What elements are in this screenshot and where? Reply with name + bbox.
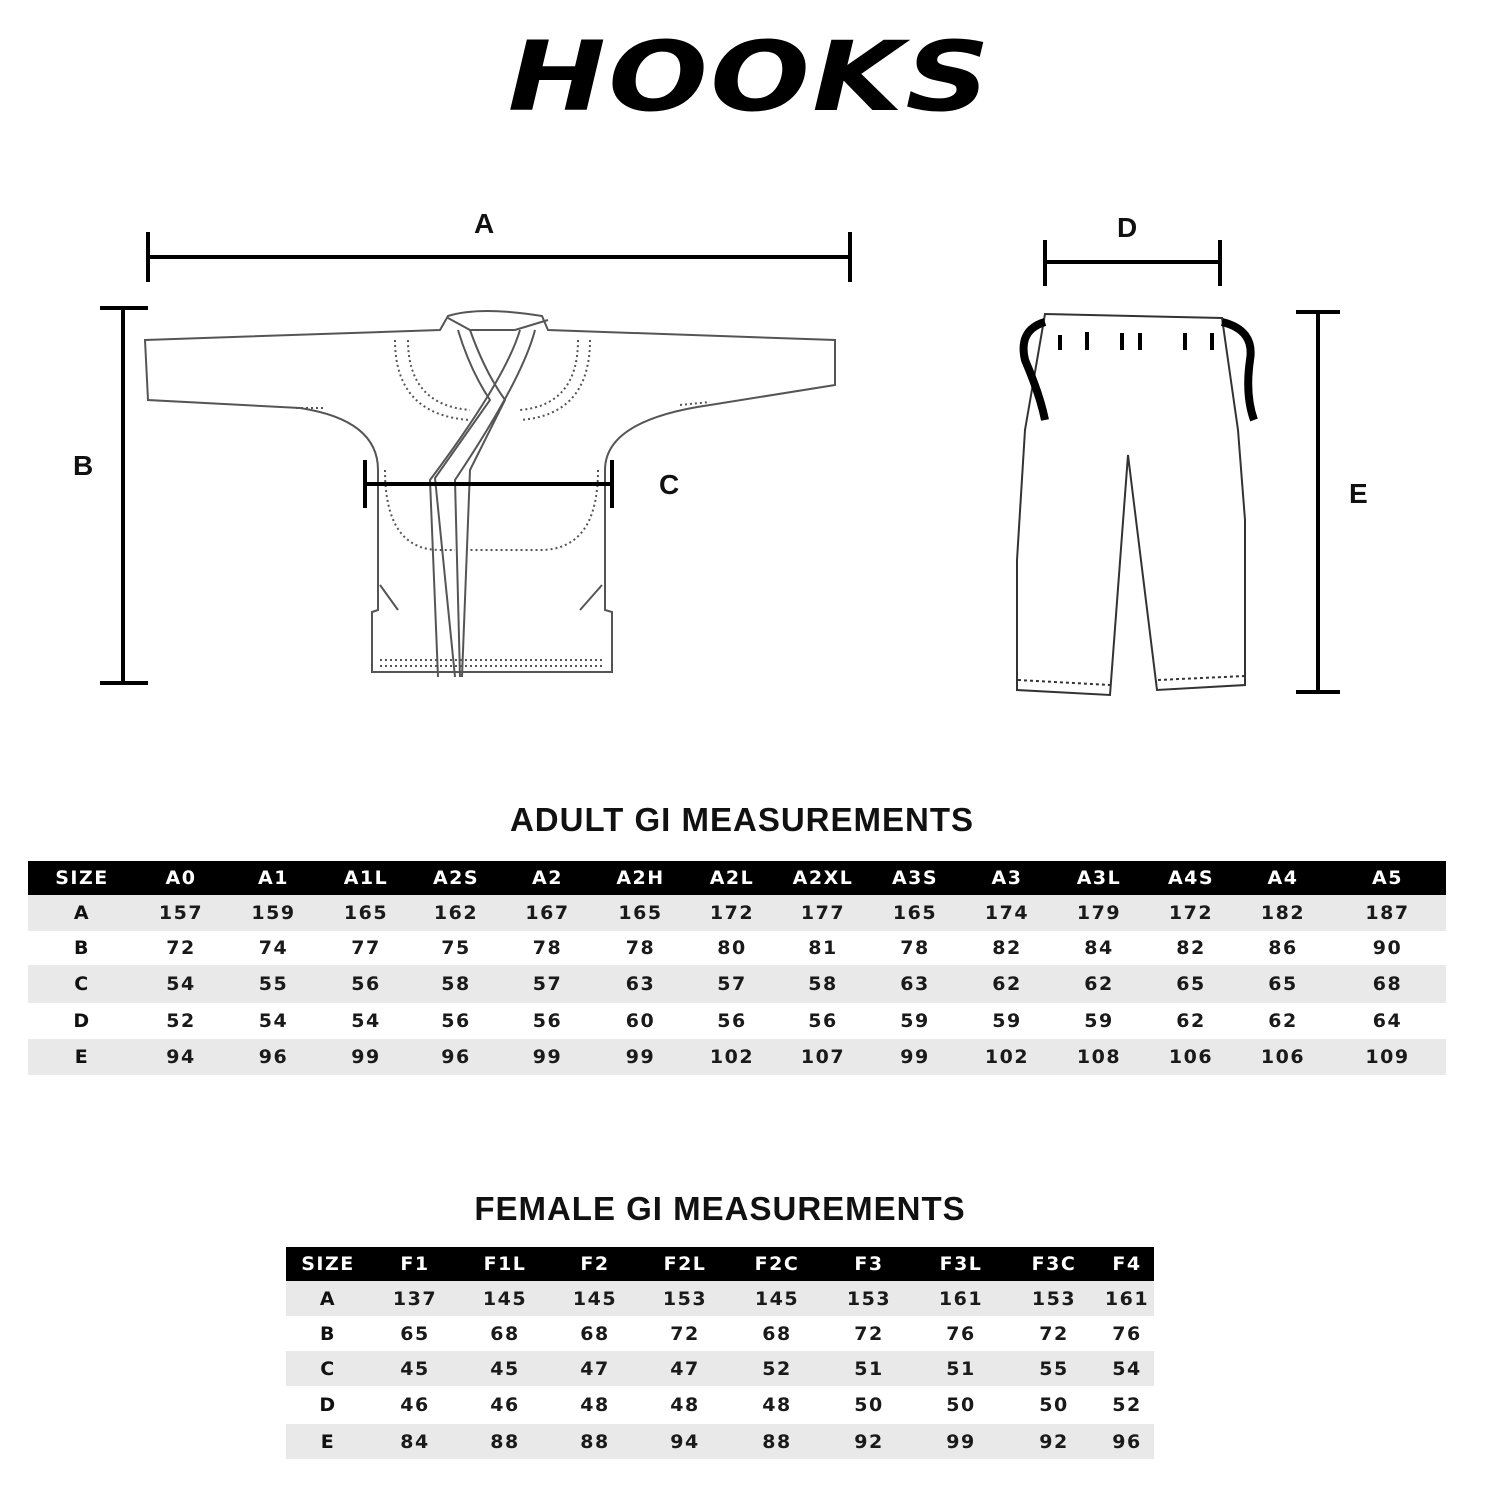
adult-table-cell: 102 [687,1039,777,1075]
adult-table-cell: 84 [1084,937,1114,959]
adult-table-cell: 179 [1053,895,1145,931]
adult-table-cell: 99 [501,1039,594,1075]
adult-table-cell: 54 [136,965,226,1003]
adult-table-cell: 63 [594,965,687,1003]
adult-header-size-a1: A1 [226,861,321,895]
adult-table-cell: 177 [777,895,869,931]
adult-table-header [28,861,1446,895]
dimension-label-e: E [1349,478,1368,509]
adult-table-cell: 162 [411,895,501,931]
adult-table-cell: 65 [1237,965,1329,1003]
adult-table-cell: 62 [1268,1010,1298,1032]
adult-table-cell: 56 [808,1010,838,1032]
adult-table-cell: 64 [1372,1010,1403,1032]
adult-table-row [28,1039,1446,1075]
adult-table-cell: 94 [136,1039,226,1075]
female-size-table [286,1247,1154,1459]
dimension-label-a: A [474,208,495,239]
adult-table-cell: 62 [1176,1010,1206,1032]
adult-table-cell: 109 [1329,1039,1446,1075]
adult-table-cell: 65 [1145,965,1237,1003]
female-table-cell: 72 [1039,1322,1069,1345]
female-header-size-f4: F4 [1100,1247,1154,1281]
adult-row-label: C [28,965,136,1003]
female-row-label: A [286,1281,370,1316]
adult-table-cell: 99 [321,1039,411,1075]
female-row-label: C [286,1351,370,1386]
female-table-cell: 68 [490,1322,520,1345]
adult-header-size-a4: A4 [1237,861,1329,895]
adult-table-cell: 68 [1329,965,1446,1003]
adult-table-cell: 62 [1053,965,1145,1003]
female-table-cell: 99 [914,1424,1008,1459]
size-diagram [0,190,1500,720]
female-table-cell: 65 [400,1322,430,1345]
adult-header-size-a3s: A3S [869,861,961,895]
female-table-cell: 161 [914,1281,1008,1316]
female-row-label: E [286,1424,370,1459]
adult-table-cell: 74 [258,937,289,959]
adult-table-cell: 75 [441,937,471,959]
female-table-cell: 84 [370,1424,460,1459]
adult-table-cell: 80 [717,937,747,959]
pants-illustration [1017,314,1254,695]
adult-table-cell: 182 [1237,895,1329,931]
adult-table-row [28,1003,1446,1039]
female-table-row [286,1424,1154,1459]
adult-header-size-a2: A2 [501,861,594,895]
adult-table-cell: 52 [166,1010,196,1032]
adult-row-label: A [28,895,136,931]
adult-header-size-a2l: A2L [687,861,777,895]
female-table-cell: 137 [370,1281,460,1316]
adult-table-cell: 81 [808,937,838,959]
adult-table-cell: 187 [1329,895,1446,931]
adult-table-cell: 172 [1145,895,1237,931]
dimension-label-d: D [1117,212,1138,243]
adult-table-cell: 96 [411,1039,501,1075]
female-table-cell: 153 [824,1281,914,1316]
adult-table-row [28,895,1446,931]
adult-header-size-a3: A3 [961,861,1053,895]
female-header-size-f2: F2 [550,1247,640,1281]
adult-header-size-a1l: A1L [321,861,411,895]
adult-table-row [28,931,1446,965]
female-table-row [286,1281,1154,1316]
female-table-row [286,1316,1154,1351]
female-table-cell: 76 [1112,1322,1142,1345]
female-table-cell: 88 [550,1424,640,1459]
adult-table-cell: 167 [501,895,594,931]
adult-table-cell: 78 [625,937,656,959]
female-header-size-f1l: F1L [460,1247,550,1281]
female-header-size-f3c: F3C [1008,1247,1100,1281]
adult-table-cell: 86 [1268,937,1298,959]
adult-table-cell: 102 [961,1039,1053,1075]
adult-table-cell: 172 [687,895,777,931]
adult-table-cell: 59 [992,1010,1022,1032]
female-table-cell: 48 [670,1394,700,1416]
female-table-cell: 72 [854,1322,884,1345]
jacket-illustration [145,311,835,677]
adult-row-label: B [74,937,90,959]
adult-table-cell: 174 [961,895,1053,931]
female-table-cell: 50 [946,1394,976,1416]
adult-header-size-a2h: A2H [594,861,687,895]
female-table-cell: 45 [370,1351,460,1386]
gi-illustration [0,190,1500,720]
adult-table-cell: 159 [226,895,321,931]
female-table-cell: 161 [1100,1281,1154,1316]
adult-table-cell: 59 [900,1010,930,1032]
female-table-cell: 51 [914,1351,1008,1386]
adult-table-cell: 56 [717,1010,747,1032]
adult-table-cell: 165 [594,895,687,931]
female-table-cell: 153 [640,1281,730,1316]
measurement-lines [100,232,1340,692]
adult-header-size-a2xl: A2XL [777,861,869,895]
adult-table-cell: 78 [900,937,930,959]
dimension-label-c: C [659,469,680,500]
female-header-size-f3l: F3L [914,1247,1008,1281]
female-table-cell: 46 [400,1394,430,1416]
female-table-cell: 68 [762,1322,792,1345]
adult-table-cell: 82 [992,937,1022,959]
female-table-cell: 45 [460,1351,550,1386]
female-table-cell: 52 [1112,1394,1142,1416]
female-table-cell: 68 [580,1322,610,1345]
female-table-cell: 92 [824,1424,914,1459]
female-table-header [286,1247,1154,1281]
female-table-cell: 48 [580,1394,610,1416]
adult-table-cell: 107 [777,1039,869,1075]
adult-table-title: ADULT GI MEASUREMENTS [509,801,975,838]
female-table-cell: 94 [640,1424,730,1459]
adult-table-cell: 90 [1372,937,1403,959]
adult-table-cell: 106 [1145,1039,1237,1075]
adult-header-size-a0: A0 [136,861,226,895]
adult-table-cell: 165 [321,895,411,931]
female-table-cell: 46 [490,1394,520,1416]
female-header-size-label: SIZE [286,1247,370,1281]
female-table-cell: 50 [1039,1394,1069,1416]
adult-table-cell: 59 [1084,1010,1114,1032]
female-table-cell: 51 [824,1351,914,1386]
female-table-cell: 92 [1008,1424,1100,1459]
female-header-size-f3: F3 [824,1247,914,1281]
dimension-label-b: B [73,450,94,481]
brand-logo: HOOKS [507,21,993,133]
adult-header-size-label: SIZE [28,861,136,895]
adult-header-size-a5: A5 [1329,861,1446,895]
female-table-cell: 145 [730,1281,824,1316]
female-table-cell: 48 [762,1394,792,1416]
female-table-cell: 96 [1100,1424,1154,1459]
adult-header-size-a2s: A2S [411,861,501,895]
female-table-cell: 50 [854,1394,884,1416]
adult-table-cell: 78 [532,937,563,959]
female-table-cell: 88 [460,1424,550,1459]
female-table-cell: 88 [730,1424,824,1459]
adult-table-cell: 60 [625,1010,656,1032]
female-table-cell: 145 [550,1281,640,1316]
female-table-cell: 52 [730,1351,824,1386]
adult-table-cell: 108 [1053,1039,1145,1075]
adult-table-cell: 56 [532,1010,563,1032]
adult-table-cell: 165 [869,895,961,931]
adult-table-cell: 58 [411,965,501,1003]
adult-table-cell: 72 [166,937,196,959]
adult-table-cell: 96 [226,1039,321,1075]
female-table-cell: 145 [460,1281,550,1316]
adult-table-cell: 77 [351,937,381,959]
female-table-cell: 47 [640,1351,730,1386]
adult-table-cell: 55 [226,965,321,1003]
female-table-row [286,1351,1154,1386]
adult-table-row [28,965,1446,1003]
adult-row-label: E [28,1039,136,1075]
female-header-size-f2l: F2L [640,1247,730,1281]
adult-header-size-a4s: A4S [1145,861,1237,895]
female-table-cell: 47 [550,1351,640,1386]
female-table-cell: 153 [1008,1281,1100,1316]
adult-table-cell: 54 [351,1010,381,1032]
adult-table-cell: 62 [961,965,1053,1003]
adult-table-cell: 57 [687,965,777,1003]
adult-table-cell: 99 [594,1039,687,1075]
adult-table-cell: 82 [1176,937,1206,959]
adult-table-cell: 57 [501,965,594,1003]
female-table-cell: 55 [1008,1351,1100,1386]
adult-table-cell: 58 [777,965,869,1003]
female-table-row [286,1386,1154,1424]
adult-table-cell: 63 [869,965,961,1003]
adult-table-cell: 54 [258,1010,289,1032]
female-header-size-f1: F1 [370,1247,460,1281]
female-row-label: B [320,1322,336,1345]
adult-table-cell: 99 [869,1039,961,1075]
female-row-label: D [319,1394,337,1416]
female-table-title: FEMALE GI MEASUREMENTS [474,1190,966,1227]
adult-table-cell: 56 [321,965,411,1003]
adult-header-size-a3l: A3L [1053,861,1145,895]
adult-row-label: D [73,1010,91,1032]
female-table-cell: 76 [946,1322,976,1345]
adult-size-table [28,861,1446,1075]
adult-table-cell: 106 [1237,1039,1329,1075]
female-table-cell: 72 [670,1322,700,1345]
female-header-size-f2c: F2C [730,1247,824,1281]
adult-table-cell: 56 [441,1010,471,1032]
adult-table-cell: 157 [136,895,226,931]
female-table-cell: 54 [1100,1351,1154,1386]
